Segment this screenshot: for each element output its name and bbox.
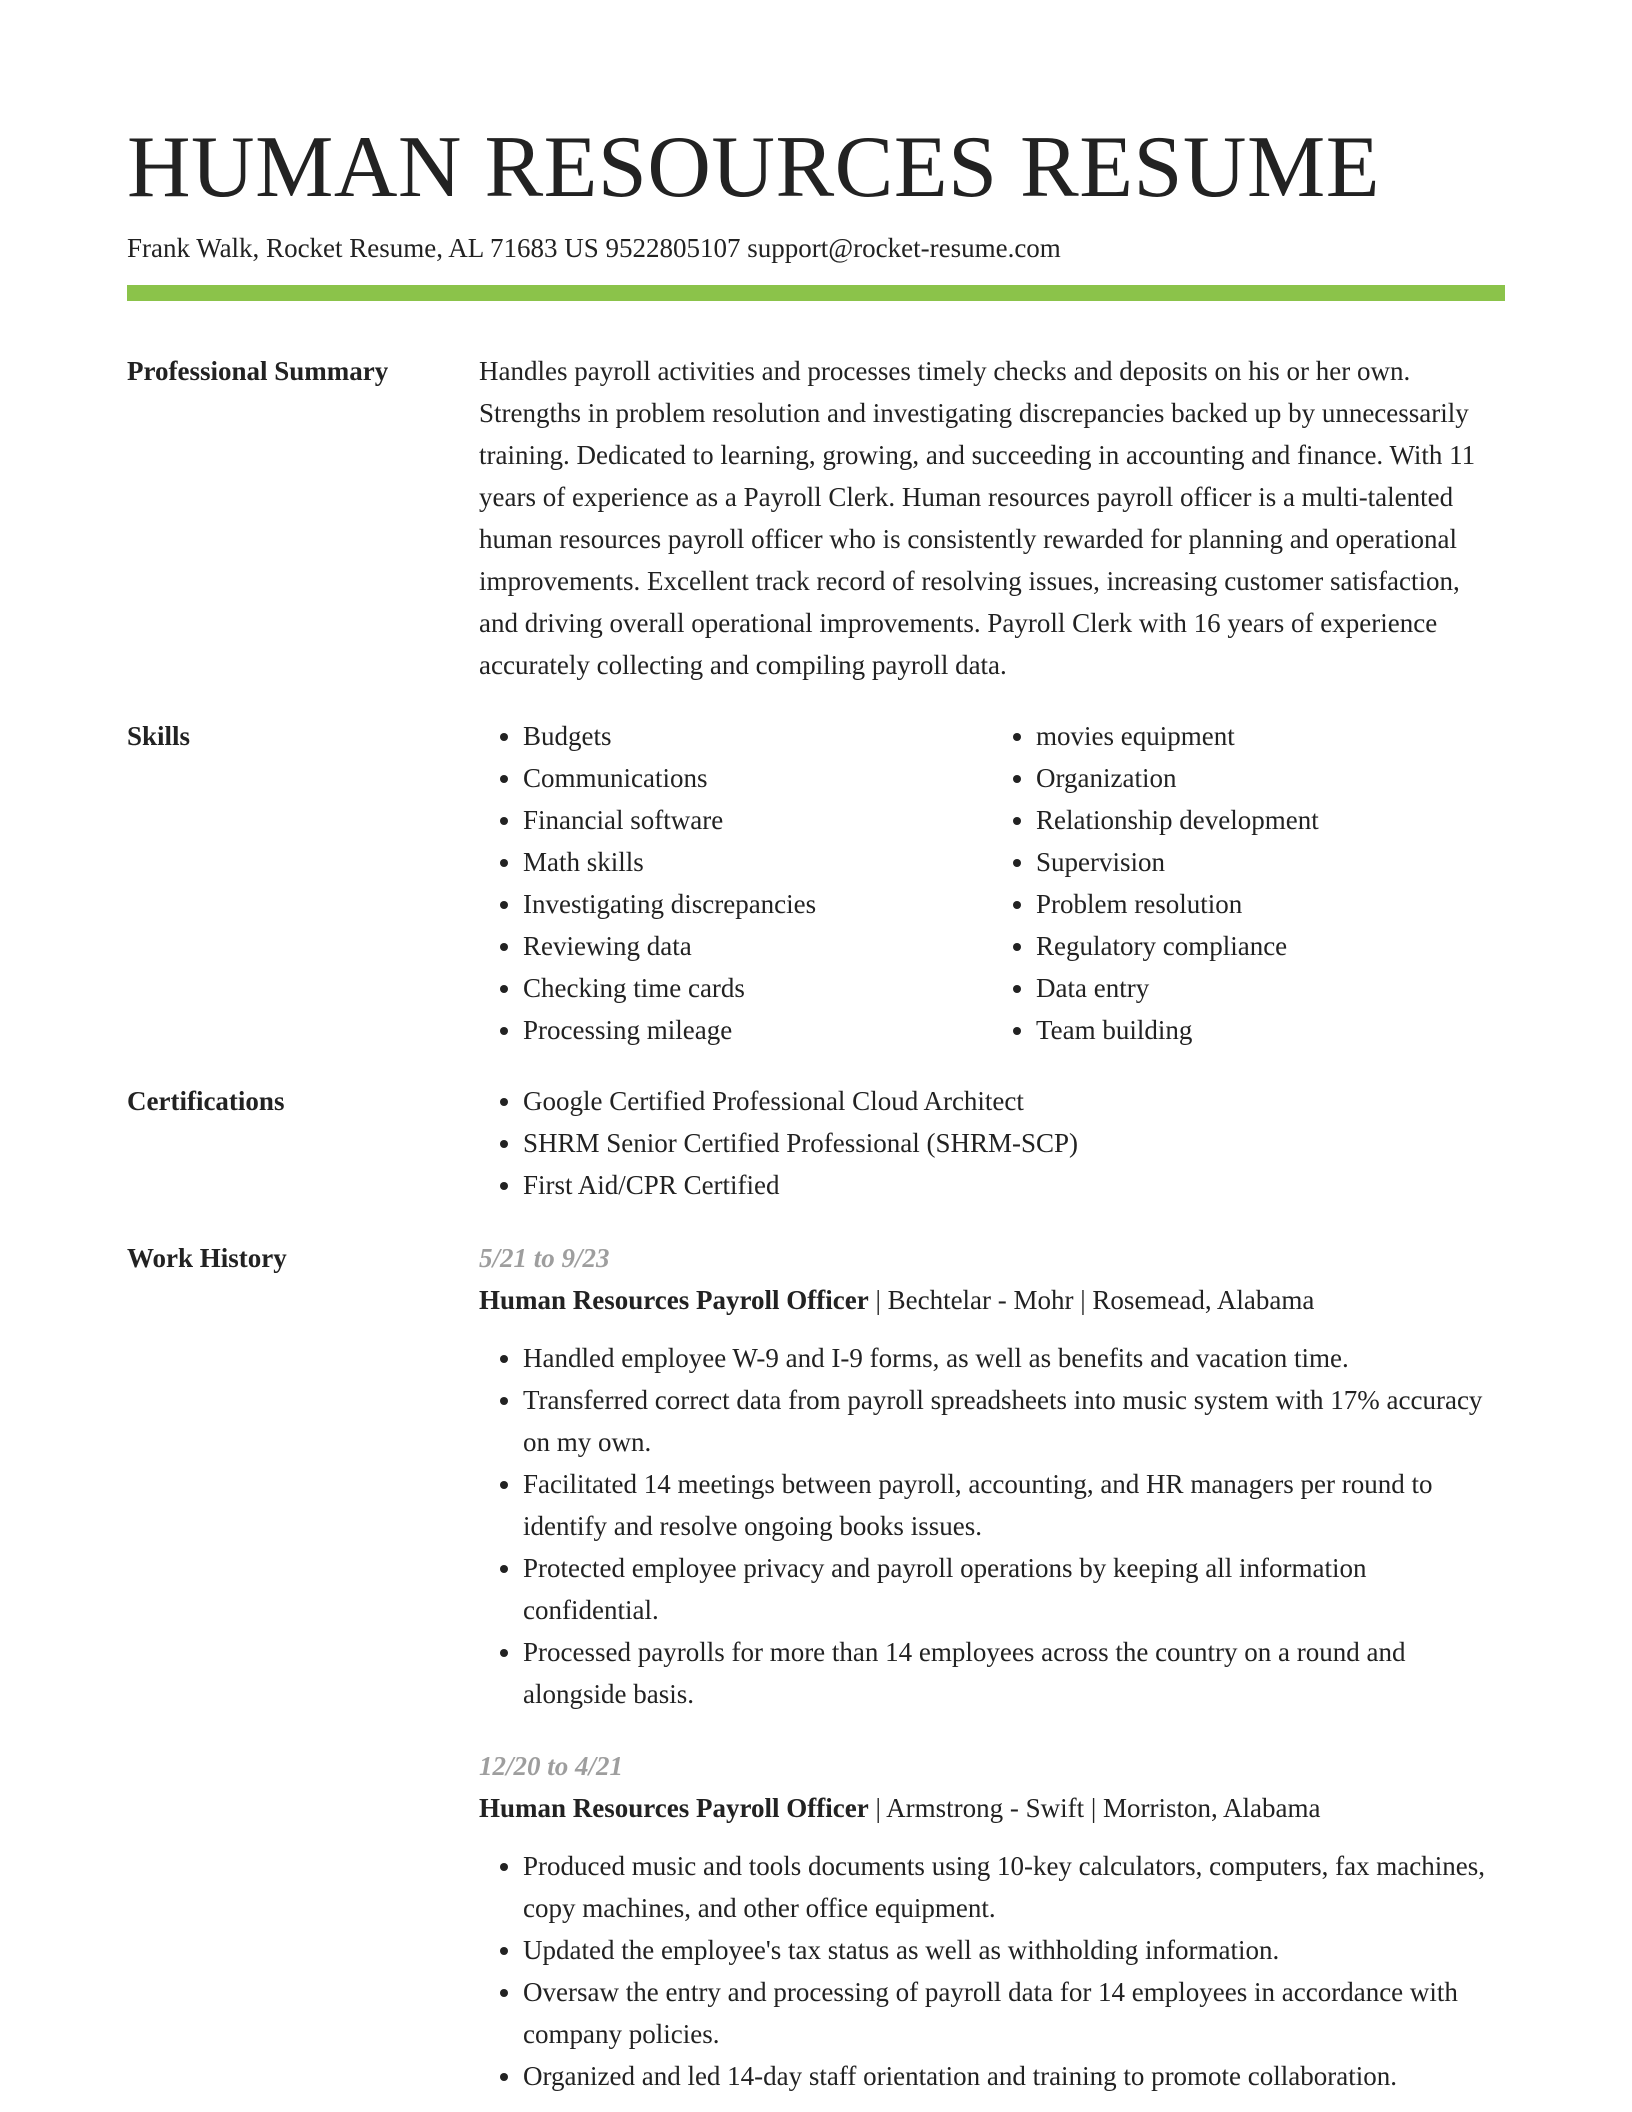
page-title: HUMAN RESOURCES RESUME [127,119,1380,216]
skill-item: • Organization [1036,757,1505,799]
job-details: | Armstrong - Swift | Morriston, Alabama [868,1793,1321,1823]
certifications-body [479,1080,1505,1206]
certifications-list [479,1080,1505,1206]
summary-body [479,350,1505,686]
job-bullets [479,1845,1505,2097]
skill-item: • Regulatory compliance [1036,925,1505,967]
work-history-label: Work History [127,1243,287,1273]
skill-item: • Budgets [523,715,992,757]
certification-item: • SHRM Senior Certified Professional (SHRM-SCP) [523,1122,1505,1164]
certification-item: • Google Certified Professional Cloud Architect [523,1080,1505,1122]
job-bullet: • Facilitated 14 meetings between payroll, accounting, and HR managers per round to identify and resolve ongoing books issues. [523,1463,1505,1547]
job-dates: 5/21 to 9/23 [479,1243,610,1273]
skill-item: • Financial software [523,799,992,841]
job-entry [479,1237,1505,1715]
skill-item: • Processing mileage [523,1009,992,1051]
job-bullet: • Oversaw the entry and processing of payroll data for 14 employees in accordance with company policies. [523,1971,1505,2055]
skill-item: • Data entry [1036,967,1505,1009]
work-history-body [479,1237,1505,2097]
job-heading [479,1787,1505,1829]
skill-item: • movies equipment [1036,715,1505,757]
skill-item: • Relationship development [1036,799,1505,841]
job-heading [479,1279,1505,1321]
skill-item: • Reviewing data [523,925,992,967]
skill-item: • Math skills [523,841,992,883]
contact-line: Frank Walk, Rocket Resume, AL 71683 US 9522805107 support@rocket-resume.com [127,233,1061,263]
job-bullet: • Organized and led 14-day staff orientation and training to promote collaboration. [523,2055,1505,2097]
skill-item: • Investigating discrepancies [523,883,992,925]
job-bullet: • Protected employee privacy and payroll operations by keeping all information confidential. [523,1547,1505,1631]
job-bullet: • Transferred correct data from payroll spreadsheets into music system with 17% accuracy on my own. [523,1379,1505,1463]
skills-label: Skills [127,721,191,751]
skill-item: • Communications [523,757,992,799]
skills-body [479,715,1505,1051]
job-details: | Bechtelar - Mohr | Rosemead, Alabama [868,1285,1315,1315]
job-dates: 12/20 to 4/21 [479,1751,624,1781]
certification-item: • First Aid/CPR Certified [523,1164,1505,1206]
summary-label: Professional Summary [127,356,389,386]
job-bullet: • Handled employee W-9 and I-9 forms, as well as benefits and vacation time. [523,1337,1505,1379]
job-bullet: • Updated the employee's tax status as well as withholding information. [523,1929,1505,1971]
skill-item: • Checking time cards [523,967,992,1009]
skills-list-left [479,715,992,1051]
certifications-label: Certifications [127,1086,285,1116]
job-title: Human Resources Payroll Officer [479,1793,869,1823]
skill-item: • Problem resolution [1036,883,1505,925]
skills-columns [479,715,1505,1051]
job-bullets [479,1337,1505,1715]
accent-divider [127,285,1505,301]
job-bullet: • Processed payrolls for more than 14 employees across the country on a round and alongside basis. [523,1631,1505,1715]
skill-item: • Team building [1036,1009,1505,1051]
job-entry [479,1745,1505,2097]
skills-list-right [992,715,1505,1051]
skill-item: • Supervision [1036,841,1505,883]
summary-text: Handles payroll activities and processes timely checks and deposits on his or her own. Strengths in problem resolution and investigating discrepancies backed up by unnecessarily training. Dedicated to learning, growing, and succeeding in accounting and finance. With 11 years of experience as a Payroll Clerk. Human resources payroll officer is a multi-talented human resources payroll officer who is consistently rewarded for planning and operational improvements. Excellent track record of resolving issues, increasing customer satisfaction, and driving overall operational improvements. Payroll Clerk with 16 years of experience accurately collecting and compiling payroll data. [479,356,1476,680]
job-bullet: • Produced music and tools documents using 10-key calculators, computers, fax machines, copy machines, and other office equipment. [523,1845,1505,1929]
resume-header [127,118,1505,266]
job-title: Human Resources Payroll Officer [479,1285,869,1315]
